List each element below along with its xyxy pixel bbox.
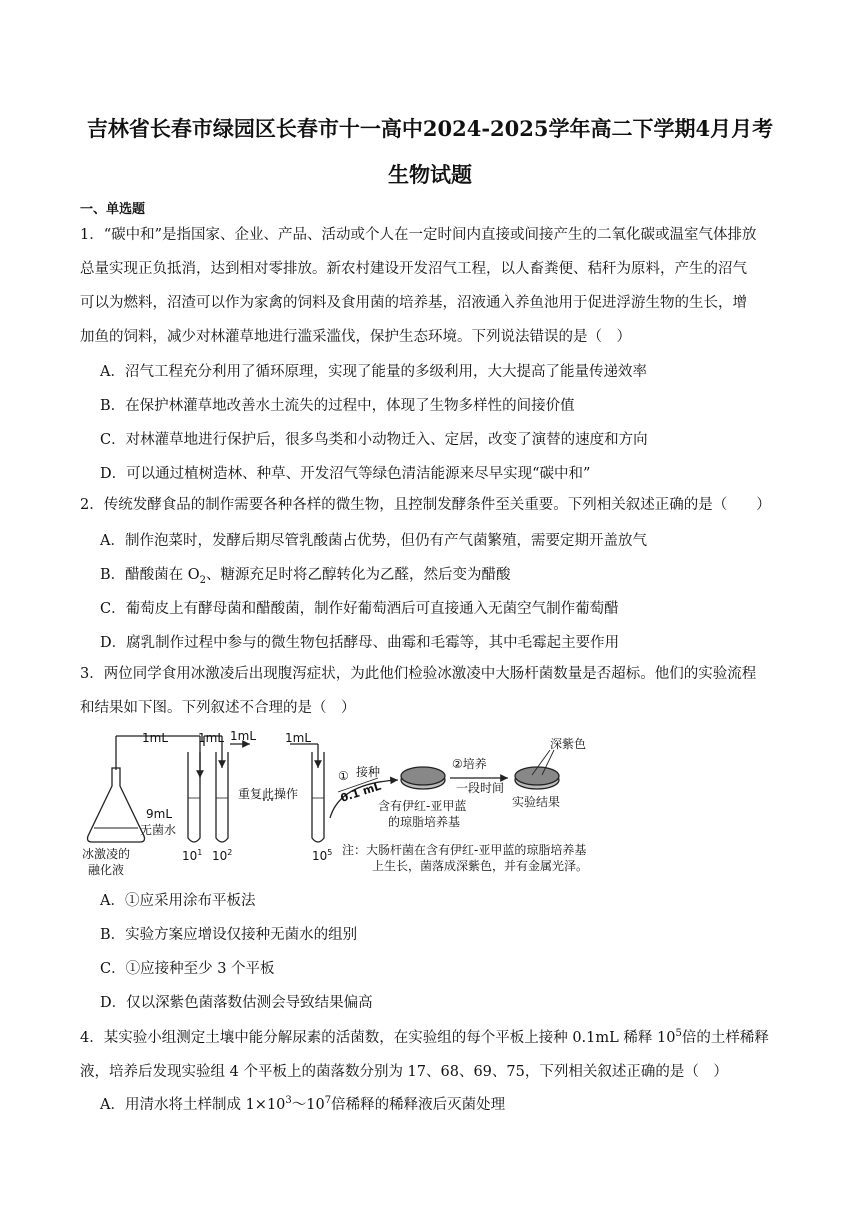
label-medium-2: 的琼脂培养基 <box>388 815 461 829</box>
figure-note-1: 注：大肠杆菌在含有伊红-亚甲蓝的琼脂培养基 <box>342 843 587 857</box>
q1-option-a: A．沼气工程充分利用了循环原理，实现了能量的多级利用，大大提高了能量传递效率 <box>100 364 647 380</box>
label-step-1: ① <box>338 769 349 783</box>
q4-line1: 4．某实验小组测定土壤中能分解尿素的活菌数，在实验组的每个平板上接种 0.1mL 稀释 $10^5$倍的土样稀释 <box>80 1028 769 1046</box>
q3-line1: 3．两位同学食用冰激凌后出现腹泻症状，为此他们检验冰激凌中大肠杆菌数量是否超标。他们的实验流程 <box>80 666 757 682</box>
label-flask-2: 融化液 <box>88 863 125 877</box>
q1-line4: 加鱼的饲料，减少对林灌草地进行滥采滥伐，保护生态环境。下列说法错误的是（ ） <box>80 329 631 345</box>
q3-option-d: D．仅以深紫色菌落数估测会导致结果偏高 <box>100 995 373 1011</box>
doc-title-line2: 生物试题 <box>388 162 472 187</box>
label-result: 实验结果 <box>512 795 561 809</box>
q3-option-c: C．①应接种至少 3 个平板 <box>100 961 275 977</box>
label-medium-1: 含有伊红-亚甲蓝 <box>378 799 467 813</box>
label-repeat: 重复此操作 <box>238 787 299 801</box>
label-step-2: ②培养 <box>452 757 487 771</box>
label-sterile-water: 无菌水 <box>140 823 177 837</box>
q2-b-sub: 2 <box>199 574 207 586</box>
flask-icon <box>88 768 145 842</box>
q1-option-c: C．对林灌草地进行保护后，很多鸟类和小动物迁入、定居，改变了演替的速度和方向 <box>100 432 648 448</box>
q3-option-b: B．实验方案应增设仅接种无菌水的组别 <box>100 927 358 943</box>
q3-option-a: A．①应采用涂布平板法 <box>100 893 256 909</box>
q4-option-a: A．用清水将土样制成 $1\times 10^3\sim 10^7$倍稀释的稀释液后灭菌处理 <box>100 1095 506 1113</box>
label-inoculate: 接种 <box>356 765 381 779</box>
q1-line3: 可以为燃料，沼渣可以作为家禽的饲料及食用菌的培养基，沼液通入养鱼池用于促进浮游生物的生长，增 <box>80 295 747 311</box>
label-dilution-5: $10^5$ <box>312 848 333 863</box>
label-dilution-1: $10^1$ <box>182 848 203 863</box>
q1-option-d: D．可以通过植树造林、种草、开发沼气等绿色清洁能源来尽早实现“碳中和” <box>100 466 591 482</box>
q2-option-d: D．腐乳制作过程中参与的微生物包括酵母、曲霉和毛霉等，其中毛霉起主要作用 <box>100 635 620 651</box>
q2-option-c: C．葡萄皮上有酵母菌和醋酸菌，制作好葡萄酒后可直接通入无菌空气制作葡萄醋 <box>100 601 619 617</box>
test-tube-1 <box>188 752 200 842</box>
q1-option-b: B．在保护林灌草地改善水土流失的过程中，体现了生物多样性的间接价值 <box>100 398 575 414</box>
q3-line2: 和结果如下图。下列叙述不合理的是（ ） <box>80 700 356 716</box>
q1-line2: 总量实现正负抵消，达到相对零排放。新农村建设开发沼气工程，以人畜粪便、秸秆为原料，产生的沼气 <box>80 261 747 277</box>
label-flask-1: 冰激凌的 <box>82 847 131 861</box>
figure-note-2: 上生长，菌落成深紫色，并有金属光泽。 <box>372 859 589 873</box>
label-1ml-a: 1mL <box>142 731 169 745</box>
question-1 <box>80 218 785 354</box>
label-volume: 0.1 mL <box>338 779 383 805</box>
label-time: 一段时间 <box>456 781 505 795</box>
q4-line2: 液，培养后发现实验组 4 个平板上的菌落数分别为 17、68、69、75，下列相关叙述正确的是（ ） <box>80 1063 728 1080</box>
label-1ml-b: 1mL <box>198 731 225 745</box>
label-1ml-d: 1mL <box>285 731 312 745</box>
q2-option-a: A．制作泡菜时，发酵后期尽管乳酸菌占优势，但仍有产气菌繁殖，需要定期开盖放气 <box>100 533 647 549</box>
experiment-figure <box>80 728 640 878</box>
q2-option-b <box>100 563 511 586</box>
label-deep-purple: 深紫色 <box>550 737 587 751</box>
label-water-vol: 9mL <box>146 807 173 821</box>
q2-b-pre: B．醋酸菌在 O <box>100 567 200 583</box>
doc-title-line1: 吉林省长春市绿园区长春市十一高中2024-2025学年高二下学期4月月考 <box>86 116 774 141</box>
q2-b-post: 、糖源充足时将乙醇转化为乙醛，然后变为醋酸 <box>206 567 511 583</box>
question-3 <box>80 657 785 725</box>
question-4 <box>80 1017 785 1089</box>
q1-line1: 1．“碳中和”是指国家、企业、产品、活动或个人在一定时间内直接或间接产生的二氧化碳或温室气体排放 <box>80 227 757 243</box>
label-1ml-c: 1mL <box>230 729 257 743</box>
section-heading: 一、单选题 <box>80 202 146 217</box>
q2-line1: 2．传统发酵食品的制作需要各种各样的微生物，且控制发酵条件至关重要。下列相关叙述正确的是（ ） <box>80 497 771 513</box>
label-dilution-2: $10^2$ <box>212 848 233 863</box>
